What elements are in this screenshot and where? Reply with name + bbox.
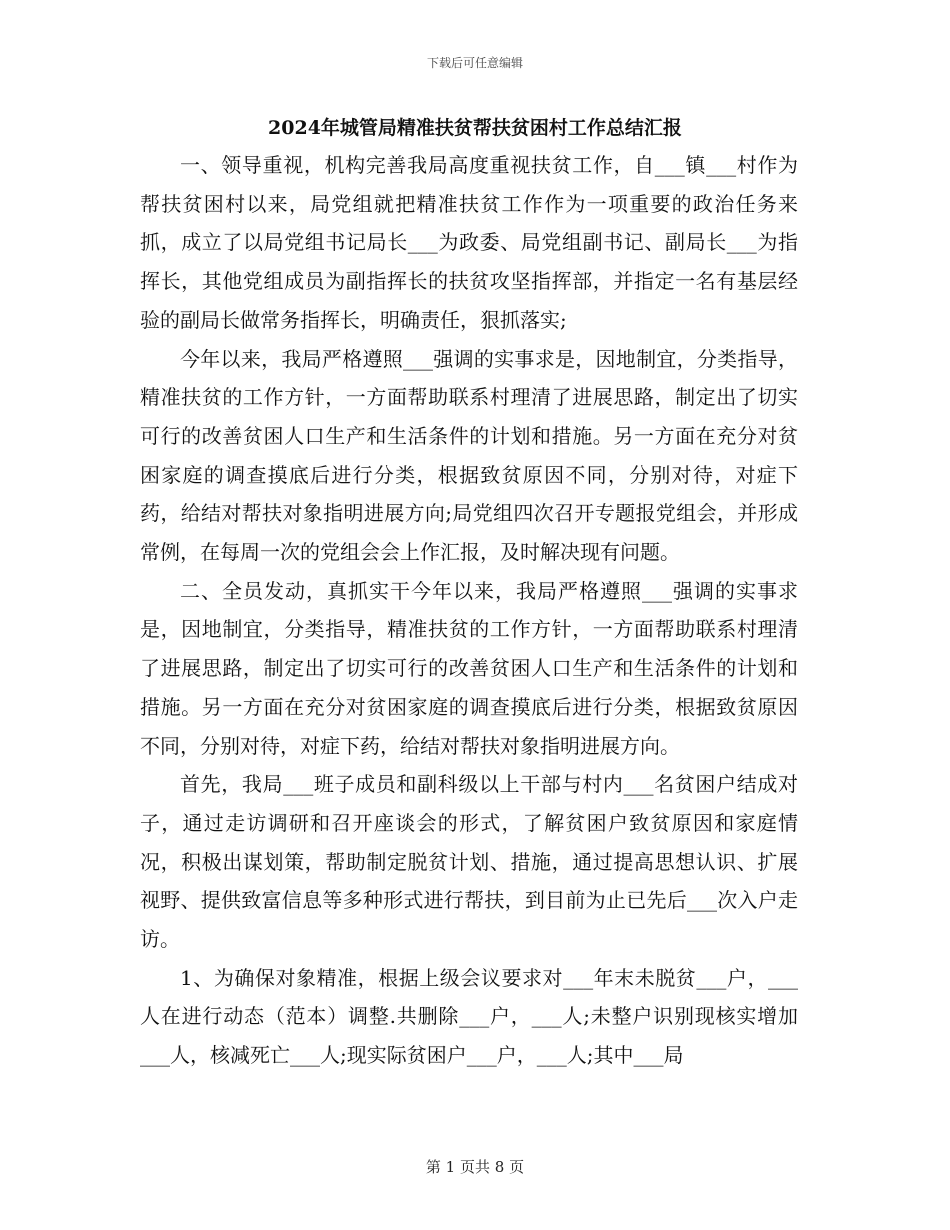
- document-body: [140, 146, 798, 1075]
- paragraph: 今年以来，我局严格遵照___强调的实事求是，因地制宜，分类指导，精准扶贫的工作方针，一方面帮助联系村理清了进展思路，制定出了切实可行的改善贫困人口生产和生活条件的计划和措施。另一方面在充分对贫困家庭的调查摸底后进行分类，根据致贫原因不同，分别对待，对症下药，给结对帮扶对象指明进展方向;局党组四次召开专题报党组会，并形成常例，在每周一次的党组会会上作汇报，及时解决现有问题。: [140, 346, 798, 565]
- document-title: 2024年城管局精准扶贫帮扶贫困村工作总结汇报: [268, 117, 682, 139]
- paragraph: 1、为确保对象精准，根据上级会议要求对___年末未脱贫___户，___人在进行动态（范本）调整.共删除___户，___人;未整户识别现核实增加___人，核减死亡___人;现实际贫困户___户，___人;其中___局: [140, 965, 798, 1068]
- page-footer: 第 1 页共 8 页: [425, 1158, 525, 1176]
- header-note: 下载后可任意编辑: [426, 56, 523, 70]
- paragraph: 一、领导重视，机构完善我局高度重视扶贫工作，自___镇___村作为帮扶贫困村以来，局党组就把精准扶贫工作作为一项重要的政治任务来抓，成立了以局党组书记局长___为政委、局党组副书记、副局长___为指挥长，其他党组成员为副指挥长的扶贫攻坚指挥部，并指定一名有基层经验的副局长做常务指挥长，明确责任，狠抓落实;: [140, 153, 798, 332]
- paragraph: 二、全员发动，真抓实干今年以来，我局严格遵照___强调的实事求是，因地制宜，分类指导，精准扶贫的工作方针，一方面帮助联系村理清了进展思路，制定出了切实可行的改善贫困人口生产和生活条件的计划和措施。另一方面在充分对贫困家庭的调查摸底后进行分类，根据致贫原因不同，分别对待，对症下药，给结对帮扶对象指明进展方向。: [140, 578, 798, 758]
- paragraph: 首先，我局___班子成员和副科级以上干部与村内___名贫困户结成对子，通过走访调研和召开座谈会的形式，了解贫困户致贫原因和家庭情况，积极出谋划策，帮助制定脱贫计划、措施，通过提高思想认识、扩展视野、提供致富信息等多种形式进行帮扶，到目前为止已先后___次入户走访。: [140, 772, 798, 952]
